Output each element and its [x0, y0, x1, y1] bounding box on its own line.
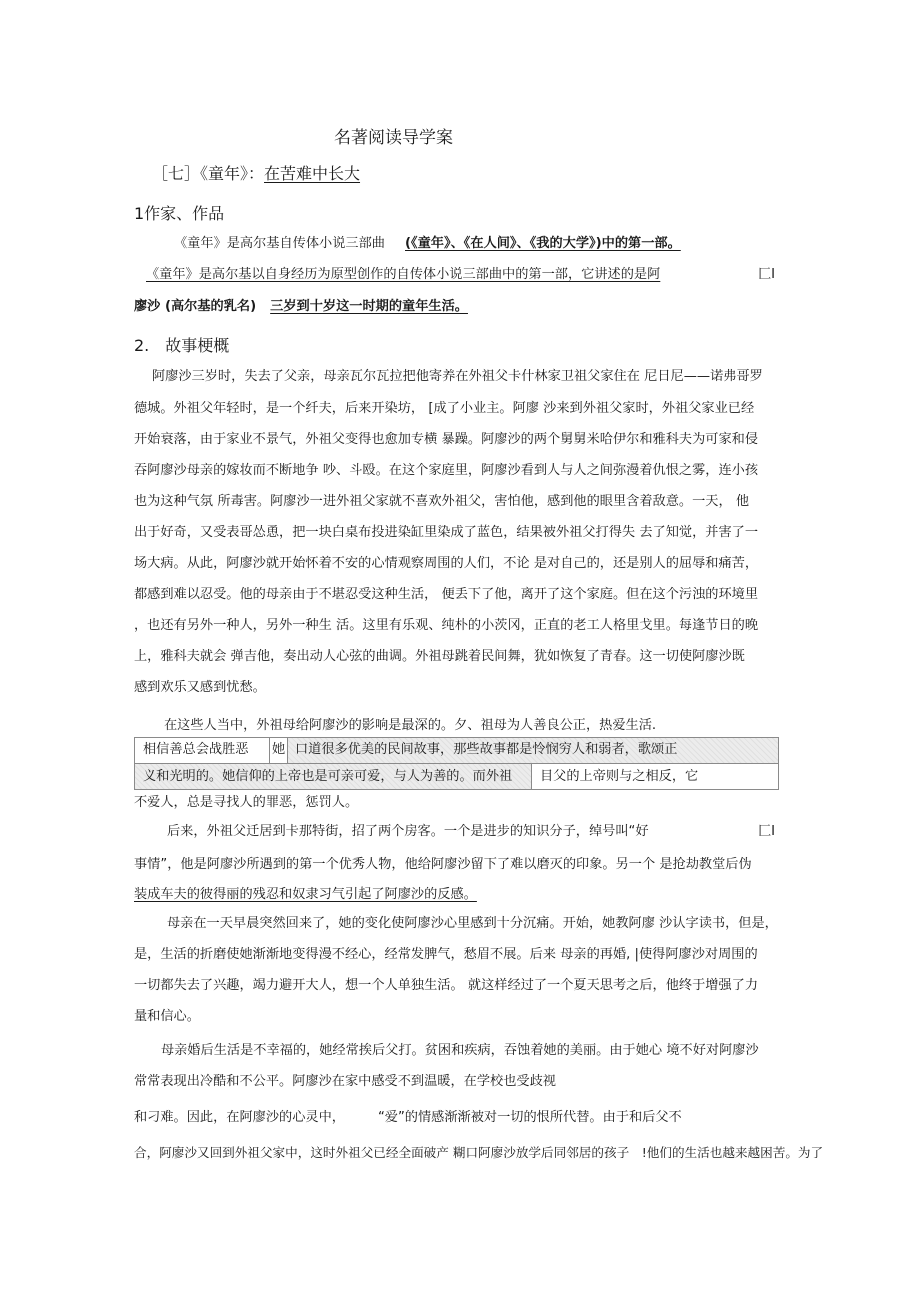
- chapter-subtitle: 在苦难中长大: [264, 164, 361, 183]
- boxed-row-2-left: [134, 763, 532, 790]
- summary-p1-line: 场大病。从此，阿廖沙就开始怀着不安的心情观察周围的人们，不论 是对自己的，还是别人的屈辱和痛苦，: [134, 556, 759, 571]
- chapter-prefix: ［七］《童年》：: [152, 164, 265, 183]
- section1-line3a: 廖沙 (高尔基的乳名): [134, 299, 257, 314]
- summary-p1-line: 感到欢乐又感到忧愁。: [134, 680, 266, 695]
- summary-p1-line: ，也还有另外一种人，另外一种生 活。这里有乐观、纯朴的小茨冈，正直的老工人格里戈里。每逢节日的晚: [134, 618, 759, 633]
- boxed-row-1-cell-2: [270, 738, 288, 763]
- boxed-row-2-right: [531, 763, 779, 790]
- summary-p4-line: 量和信心。: [134, 1009, 200, 1024]
- summary-p1-line: 上，雅科夫就会 弹吉他，奏出动人心弦的曲调。外祖母跳着民间舞，犹如恢复了青春。这一切使阿廖沙既: [134, 649, 745, 664]
- summary-p2-line-after: 不爱人，总是寻找人的罪恶，惩罚人。: [134, 795, 359, 810]
- section1-line2-text: 《童年》是高尔基以自身经历为原型创作的自传体小说三部曲中的第一部，它讲述的是阿: [146, 267, 661, 282]
- summary-p4-line: 是，生活的折磨使她渐渐地变得漫不经心，经常发脾气，愁眉不展。后来 母亲的再婚, |使得阿廖沙对周围的: [134, 947, 758, 962]
- summary-p1-line: 出于好奇，又受表哥怂恿，把一块白桌布投进染缸里染成了蓝色，结果被外祖父打得失 去了知觉，并害了一: [134, 525, 759, 540]
- section1-line2-mark: 匚I: [758, 267, 776, 282]
- summary-p1-line: 也为这种气氛 所毒害。阿廖沙一进外祖父家就不喜欢外祖父，害怕他，感到他的眼里含着敌意。一天， 他: [134, 494, 750, 509]
- summary-p4-line: 母亲在一天早晨突然回来了，她的变化使阿廖沙心里感到十分沉痛。开始，她教阿廖 沙认字读书，但是，: [167, 916, 778, 931]
- boxed-row-1-text-3: 口道很多优美的民间故事，那些故事都是怜悯穷人和弱者，歌颂正: [295, 742, 678, 757]
- page-title: 名著阅读导学案: [334, 128, 453, 148]
- section1-line3: [134, 298, 468, 316]
- boxed-row-1-text-2: 她: [272, 742, 286, 757]
- boxed-row-2-text-1: 义和光明的。她信仰的上帝也是可亲可爱，与人为善的。而外祖: [143, 769, 513, 784]
- boxed-row-1-text-1: 相信善总会战胜恶: [143, 742, 249, 757]
- summary-p3-line3: 装成车夫的彼得丽的残忍和奴隶习气引起了阿廖沙的反感。: [134, 887, 477, 902]
- summary-p1-line: 德城。外祖父年轻时，是一个纤夫，后来开染坊， [成了小业主。阿廖 沙来到外祖父家时，外祖父家业已经: [134, 401, 755, 416]
- section1-line3b: 三岁到十岁这一时期的童年生活。: [270, 299, 468, 314]
- summary-p5-line: 常常表现出冷酷和不公平。阿廖沙在家中感受不到温暖，在学校也受歧视: [134, 1074, 556, 1089]
- section1-line1: [174, 235, 681, 253]
- summary-p1-line: 吞阿廖沙母亲的嫁妆而不断地争 吵、斗殴。在这个家庭里，阿廖沙看到人与人之间弥漫着仇恨之雾，连小孩: [134, 463, 759, 478]
- section1-heading: 1作家、作品: [134, 204, 225, 223]
- section2-heading: 2. 故事梗概: [134, 336, 230, 355]
- summary-p6-line1: 和刁难。因此，在阿廖沙的心灵中， “爱”的情感渐渐被对一切的恨所代替。由于和后父不: [134, 1110, 682, 1125]
- section1-line2: [146, 266, 660, 284]
- summary-p1-line: 阿廖沙三岁时，失去了父亲，母亲瓦尔瓦拉把他寄养在外祖父卡什林家卫祖父家住在 尼日尼——诺弗哥罗: [152, 369, 763, 384]
- section1-line1a: 《童年》是高尔基自传体小说三部曲: [174, 236, 385, 251]
- section1-line1b: (《童年》、《在人间》、《我的大学》)中的第一部。: [405, 236, 681, 251]
- summary-p3-line1: 后来，外祖父迁居到卡那特街，招了两个房客。一个是进步的知识分子，绰号叫“好: [167, 824, 649, 839]
- boxed-row-2-text-2: 目父的上帝则与之相反，它: [540, 769, 699, 784]
- summary-p1-line: 开始衰落，由于家业不景气，外祖父变得也愈加专横 暴躁。阿廖沙的两个舅舅米哈伊尔和雅科夫为可家和侵: [134, 432, 759, 447]
- summary-p1-line: 都感到难以忍受。他的母亲由于不堪忍受这种生活， 便丢下了他，离开了这个家庭。但在这个污浊的环境里: [134, 587, 759, 602]
- summary-p3-mark: 匚I: [758, 824, 776, 839]
- boxed-row-1-cell-1: [135, 738, 270, 763]
- boxed-row-1: [134, 737, 779, 764]
- summary-p3-line2: 事情”，他是阿廖沙所遇到的第一个优秀人物，他给阿廖沙留下了难以磨灭的印象。另一个 是抢劫教堂后伪: [134, 857, 752, 872]
- chapter-heading: [152, 161, 360, 184]
- summary-p4-line: 一切都失去了兴趣，竭力避开大人，想一个人单独生活。 就这样经过了一个夏天思考之后，他终于增强了力: [134, 978, 759, 993]
- summary-p2-line1: 在这些人当中，外祖母给阿廖沙的影响是最深的。夕、祖母为人善良公正，热爱生活.: [164, 718, 657, 733]
- summary-p6-line2: 合，阿廖沙又回到外祖父家中，这时外祖父已经全面破产 糊口阿廖沙放学后同邻居的孩子 !他们的生活也越来越困苦。为了: [134, 1145, 824, 1160]
- summary-p5-line: 母亲婚后生活是不幸福的，她经常挨后父打。贫困和疾病，吞蚀着她的美丽。由于她心 境不好对阿廖沙: [161, 1043, 759, 1058]
